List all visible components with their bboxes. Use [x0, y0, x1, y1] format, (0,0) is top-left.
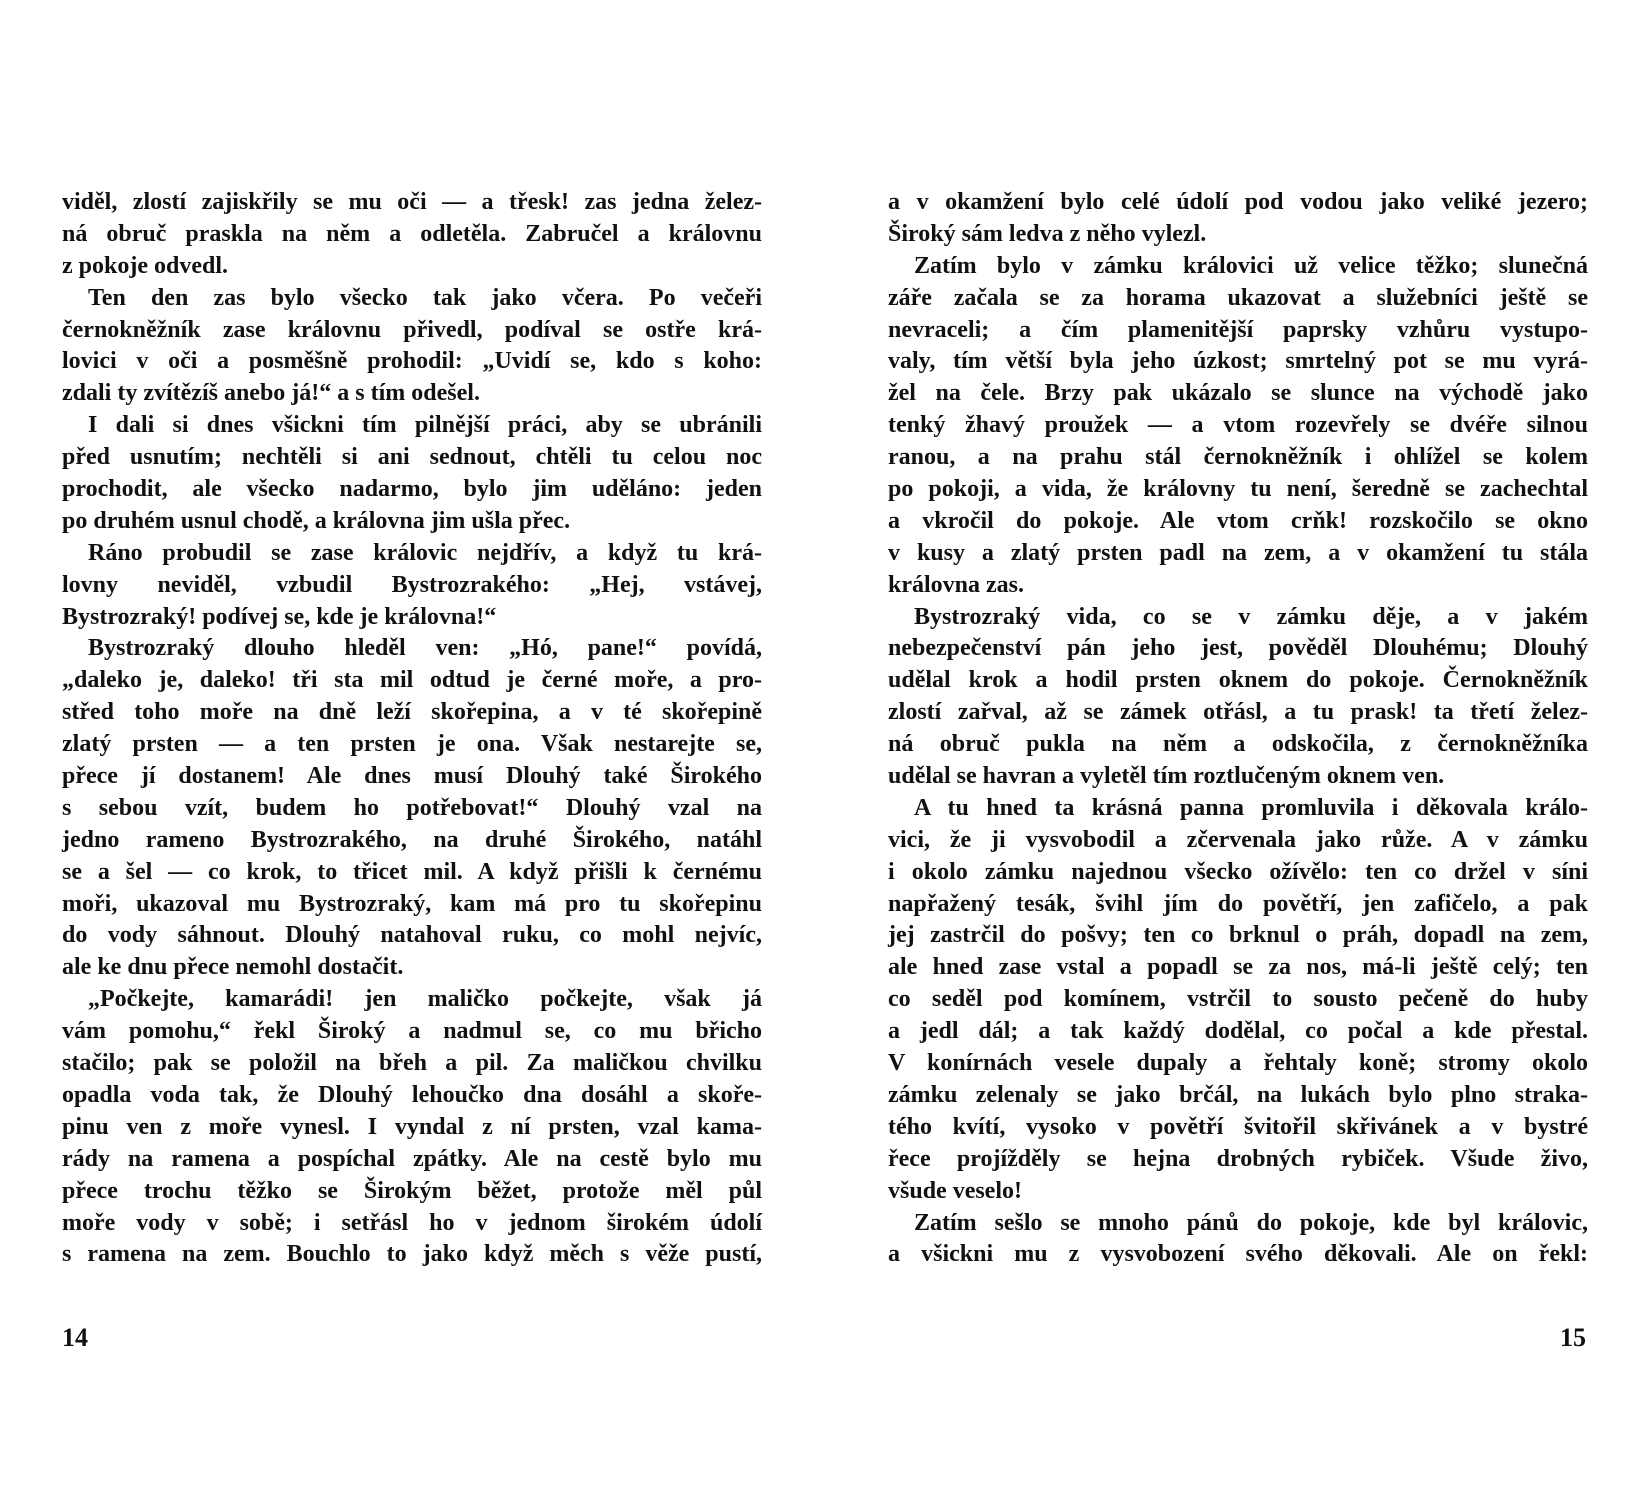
text-line: a všickni mu z vysvobození svého děkovali. Ale on řekl: — [888, 1241, 1588, 1268]
text-line: všude veselo! — [888, 1177, 1022, 1204]
text-line: nebezpečenství pán jeho jest, pověděl Dlouhému; Dlouhý — [888, 635, 1588, 662]
text-line: nevraceli; a čím plamenitější paprsky vzhůru vystupo- — [888, 316, 1588, 343]
text-line: „Počkejte, kamarádi! jen maličko počkejte, však já — [88, 986, 762, 1013]
text-line: v kusy a zlatý prsten padl na zem, a v okamžení tu stála — [888, 539, 1588, 566]
text-line: přece trochu těžko se Širokým běžet, protože měl půl — [62, 1177, 762, 1204]
text-line: ná obruč praskla na něm a odletěla. Zabručel a královnu — [62, 220, 762, 247]
text-line: Zatím bylo v zámku královici už velice těžko; slunečná — [914, 252, 1588, 279]
text-line: Zatím sešlo se mnoho pánů do pokoje, kde byl královic, — [914, 1209, 1588, 1236]
text-line: vici, že ji vysvobodil a zčervenala jako růže. A v zámku — [888, 826, 1588, 853]
text-line: tého kvítí, vysoko v povětří švitořil skřivánek a v bystré — [888, 1113, 1588, 1140]
text-line: řece projížděly se hejna drobných rybiček. Všude živo, — [888, 1145, 1588, 1172]
text-line: ale hned zase vstal a popadl se za nos, má-li ještě celý; ten — [888, 954, 1588, 981]
text-line: A tu hned ta krásná panna promluvila i děkovala králo- — [914, 794, 1588, 821]
text-line: pinu ven z moře vynesl. I vyndal z ní prsten, vzal kama- — [62, 1113, 762, 1140]
text-line: lovici v oči a posměšně prohodil: „Uvidí se, kdo s koho: — [62, 348, 762, 375]
text-line: opadla voda tak, že Dlouhý lehoučko dna dosáhl a skoře- — [62, 1081, 762, 1108]
text-line: do vody sáhnout. Dlouhý natahoval ruku, co mohl nejvíc, — [62, 922, 762, 949]
text-line: zlatý prsten — a ten prsten je ona. Však nestarejte se, — [62, 731, 762, 758]
text-line: napřažený tesák, švihl jím do povětří, jen zafičelo, a pak — [888, 890, 1588, 917]
right-page-text — [888, 187, 1588, 1271]
text-line: vám pomohu,“ řekl Široký a nadmul se, co mu břicho — [62, 1018, 762, 1045]
text-line: Bystrozraký! podívej se, kde je královna!“ — [62, 603, 497, 630]
text-line: i okolo zámku najednou všecko ožívělo: ten co držel v síni — [888, 858, 1588, 885]
text-line: žel na čele. Brzy pak ukázalo se slunce na východě jako — [888, 380, 1588, 407]
text-line: po pokoji, a vida, že královny tu není, šeredně se zachechtal — [888, 476, 1588, 503]
text-line: Ten den zas bylo všecko tak jako včera. Po večeři — [88, 284, 762, 311]
text-line: co seděl pod komínem, vstrčil to sousto pečeně do huby — [888, 986, 1588, 1013]
text-line: střed toho moře na dně leží skořepina, a v té skořepině — [62, 699, 762, 726]
text-line: černokněžník zase královnu přivedl, podíval se ostře krá- — [62, 316, 762, 343]
text-line: moře vody v sobě; i setřásl ho v jednom širokém údolí — [62, 1209, 762, 1236]
text-line: před usnutím; nechtěli si ani sednout, chtěli tu celou noc — [62, 444, 762, 471]
text-line: lovny neviděl, vzbudil Bystrozrakého: „Hej, vstávej, — [62, 571, 762, 598]
text-line: a vkročil do pokoje. Ale vtom crňk! rozskočilo se okno — [888, 507, 1588, 534]
text-line: s ramena na zem. Bouchlo to jako když měch s věže pustí, — [62, 1241, 762, 1268]
text-line: záře začala se za horama ukazovat a služebníci ještě se — [888, 284, 1588, 311]
text-line: moři, ukazoval mu Bystrozraký, kam má pro tu skořepinu — [62, 890, 762, 917]
left-page-number: 14 — [62, 1323, 88, 1352]
text-line: tenký žhavý proužek — a vtom rozevřely se dvéře silnou — [888, 412, 1588, 439]
text-line: Bystrozraký vida, co se v zámku děje, a v jakém — [914, 603, 1588, 630]
text-line: rády na ramena a pospíchal zpátky. Ale na cestě bylo mu — [62, 1145, 762, 1172]
text-line: Bystrozraký dlouho hleděl ven: „Hó, pane!“ povídá, — [88, 635, 762, 662]
text-line: valy, tím větší byla jeho úzkost; smrtelný pot se mu vyrá- — [888, 348, 1588, 375]
text-line: viděl, zlostí zajiskřily se mu oči — a třesk! zas jedna želez- — [62, 189, 762, 215]
text-line: zdali ty zvítězíš anebo já!“ a s tím odešel. — [62, 380, 480, 407]
text-line: ranou, a na prahu stál černokněžník i ohlížel se kolem — [888, 444, 1588, 471]
text-line: jej zastrčil do pošvy; ten co brknul o práh, dopadl na zem, — [888, 922, 1588, 949]
text-line: z pokoje odvedl. — [62, 252, 229, 279]
text-line: zámku zelenaly se jako brčál, na lukách bylo plno straka- — [888, 1081, 1588, 1108]
text-line: stačilo; pak se položil na břeh a pil. Za maličkou chvilku — [62, 1050, 762, 1077]
text-line: jedno rameno Bystrozrakého, na druhé Širokého, natáhl — [62, 826, 762, 853]
text-line: I dali si dnes všickni tím pilnější práci, aby se ubránili — [88, 412, 762, 439]
left-page-text — [62, 187, 762, 1271]
text-line: V konírnách vesele dupaly a řehtaly koně; stromy okolo — [888, 1050, 1588, 1077]
text-line: udělal krok a hodil prsten oknem do pokoje. Černokněžník — [888, 667, 1588, 694]
text-line: udělal se havran a vyletěl tím roztlučeným oknem ven. — [888, 763, 1445, 790]
text-line: ná obruč pukla na něm a odskočila, z černokněžníka — [888, 731, 1588, 758]
text-line: královna zas. — [888, 571, 1025, 598]
text-line: Ráno probudil se zase královic nejdřív, a když tu krá- — [88, 539, 762, 566]
text-line: ale ke dnu přece nemohl dostačit. — [62, 954, 404, 981]
right-page-number: 15 — [1560, 1323, 1586, 1352]
text-line: po druhém usnul chodě, a královna jim ušla přec. — [62, 507, 571, 534]
text-line: zlostí zařval, až se zámek otřásl, a tu prask! ta třetí želez- — [888, 699, 1588, 726]
text-line: přece jí dostanem! Ale dnes musí Dlouhý také Širokého — [62, 763, 762, 790]
text-line: a jedl dál; a tak každý dodělal, co počal a kde přestal. — [888, 1018, 1588, 1045]
text-line: a v okamžení bylo celé údolí pod vodou jako veliké jezero; — [888, 189, 1588, 215]
text-line: Široký sám ledva z něho vylezl. — [888, 220, 1207, 247]
text-line: prochodit, ale všecko nadarmo, bylo jim uděláno: jeden — [62, 476, 762, 503]
text-line: „daleko je, daleko! tři sta mil odtud je černé moře, a pro- — [62, 667, 762, 694]
text-line: se a šel — co krok, to třicet mil. A když přišli k černému — [62, 858, 762, 885]
text-line: s sebou vzít, budem ho potřebovat!“ Dlouhý vzal na — [62, 794, 762, 821]
